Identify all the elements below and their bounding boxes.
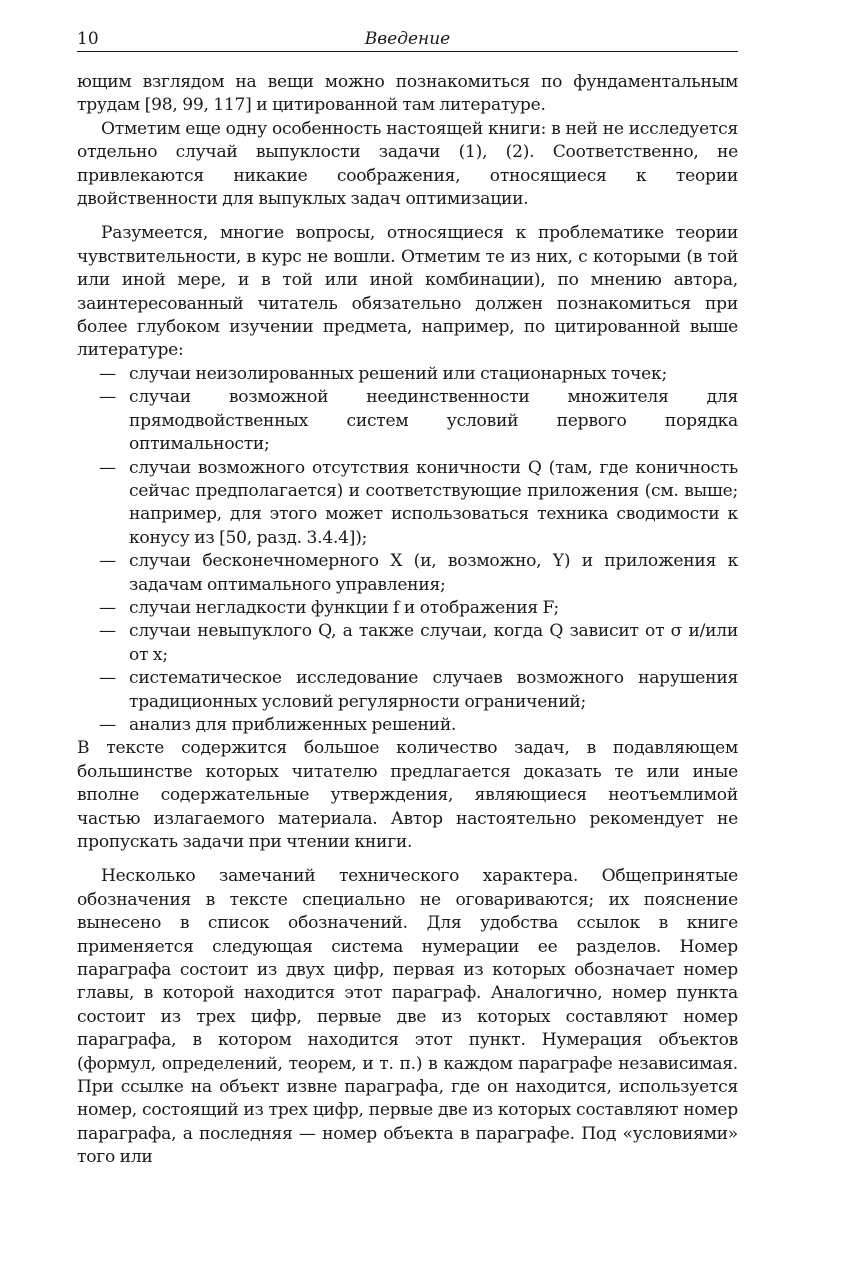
- running-head: [77, 26, 738, 52]
- list-dash: —: [99, 363, 116, 384]
- list-item: — случаи негладкости функции f и отображения F;: [77, 597, 738, 620]
- paragraph-technical-notes: Несколько замечаний технического характера. Общепринятые обозначения в тексте специально не оговариваются; их пояснение вынесено в список обозначений. Для удобства ссылок в книге применяется следующая система нумерации ее разделов. Номер параграфа состоит из двух цифр, первая из которых обозначает номер главы, в которой находится этот параграф. Аналогично, номер пункта состоит из трех цифр, первые две из которых составляют номер параграфа, в котором находится этот пункт. Нумерация объектов (формул, определений, теорем, и т. п.) в каждом параграфе независимая. При ссылке на объект извне параграфа, где он находится, используется номер, состоящий из трех цифр, первые две из которых составляют номер параграфа, а последняя — номер объекта в параграфе. Под «условиями» того или: [77, 866, 738, 1168]
- list-item: — случаи невыпуклого Q, а также случаи, когда Q зависит от σ и/или от x;: [99, 621, 738, 665]
- list-item: — случаи возможной неединственности множителя для прямодвойственных систем условий первого порядка оптимальности;: [99, 387, 738, 455]
- list-item: — анализ для приближенных решений.: [77, 714, 738, 737]
- list-dash: —: [99, 387, 116, 408]
- paragraph-exercises: В тексте содержится большое количество задач, в подавляющем большинстве которых читателю предлагается доказать те или иные вполне содержательные утверждения, являющиеся неотъемлимой частью излагаемого материала. Автор настоятельно рекомендует не пропускать задачи при чтении книги.: [77, 738, 738, 852]
- paragraph-continuation: ющим взглядом на вещи можно познакомиться по фундаментальным трудам [98, 99, 117] и цитированной там литературе.: [77, 72, 738, 116]
- body-text: [77, 71, 738, 1170]
- book-page: [77, 26, 738, 1170]
- list-dash: —: [99, 621, 116, 642]
- omitted-topics-list: [77, 363, 738, 738]
- list-dash: —: [99, 668, 116, 689]
- paragraph-convexity: Отметим еще одну особенность настоящей книги: в ней не исследуется отдельно случай выпуклости задачи (1), (2). Соответственно, не привлекаются никакие соображения, относящиеся к теории двойственности для выпуклых задач оптимизации.: [77, 118, 738, 210]
- list-item: — случаи возможного отсутствия коничности Q (там, где коничность сейчас предполагается) и соответствующие приложения (см. выше; например, для этого может использоваться техника сводимости к конусу из [50, разд. 3.4.4]);: [99, 457, 738, 548]
- list-dash: —: [99, 597, 116, 618]
- list-dash: —: [99, 457, 116, 478]
- running-title: Введение: [364, 29, 451, 49]
- list-item: — систематическое исследование случаев возможного нарушения традиционных условий регулярности ограничений;: [99, 668, 738, 712]
- list-dash: —: [99, 714, 116, 735]
- list-item: — случаи неизолированных решений или стационарных точек;: [77, 363, 738, 386]
- page-number: 10: [77, 29, 99, 49]
- list-dash: —: [99, 551, 116, 572]
- paragraph-omitted-topics: Разумеется, многие вопросы, относящиеся к проблематике теории чувствительности, в курс не вошли. Отметим те из них, с которыми (в той или иной мере, и в той или иной комбинации), по мнению автора, заинтересованный читатель обязательно должен познакомиться при более глубоком изучении предмета, например, по цитированной выше литературе:: [77, 223, 738, 361]
- list-item: — случаи бесконечномерного X (и, возможно, Y) и приложения к задачам оптимального управления;: [99, 551, 738, 595]
